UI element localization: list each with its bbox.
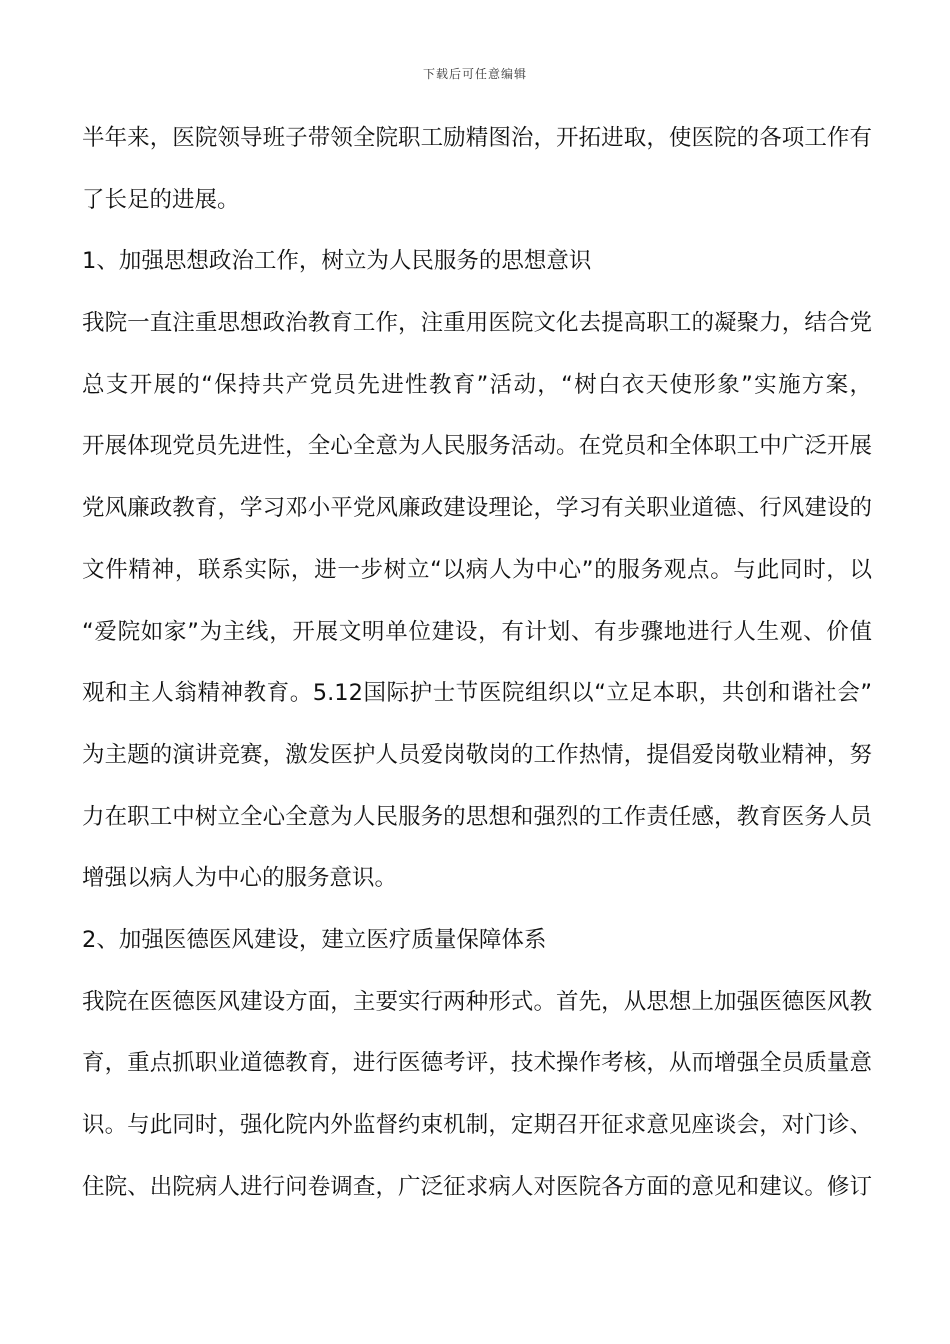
text-line: 我院在医德医风建设方面，主要实行两种形式。首先，从思想上加强医德医风教	[82, 988, 872, 1015]
text-line: 住院、出院病人进行问卷调查，广泛征求病人对医院各方面的意见和建议。修订	[82, 1173, 872, 1200]
text-line: 党风廉政教育，学习邓小平党风廉政建设理论，学习有关职业道德、行风建设的	[82, 495, 872, 522]
text-line: 我院一直注重思想政治教育工作，注重用医院文化去提高职工的凝聚力，结合党	[82, 310, 872, 337]
text-line: 总支开展的“保持共产党员先进性教育”活动，“树白衣天使形象”实施方案，	[82, 371, 872, 398]
text-line: 为主题的演讲竞赛，激发医护人员爱岗敬岗的工作热情，提倡爱岗敬业精神，努	[82, 741, 872, 768]
section-heading-2: 2、加强医德医风建设，建立医疗质量保障体系	[82, 926, 547, 953]
document-body	[82, 113, 872, 1223]
text-line: “爱院如家”为主线，开展文明单位建设，有计划、有步骤地进行人生观、价值	[82, 618, 872, 645]
text-line: 力在职工中树立全心全意为人民服务的思想和强烈的工作责任感，教育医务人员	[82, 803, 872, 830]
page-header-note: 下载后可任意编辑	[422, 67, 527, 81]
text-line: 开展体现党员先进性，全心全意为人民服务活动。在党员和全体职工中广泛开展	[82, 433, 872, 460]
text-line: 育，重点抓职业道德教育，进行医德考评，技术操作考核，从而增强全员质量意	[82, 1050, 872, 1077]
text-line: 识。与此同时，强化院内外监督约束机制，定期召开征求意见座谈会，对门诊、	[82, 1112, 872, 1138]
text-line: 半年来，医院领导班子带领全院职工励精图治，开拓进取，使医院的各项工作有	[82, 125, 872, 151]
text-line: 文件精神，联系实际，进一步树立“以病人为中心”的服务观点。与此同时，以	[82, 556, 872, 583]
text-line: 了长足的进展。	[82, 186, 240, 213]
text-line: 观和主人翁精神教育。5.12国际护士节医院组织以“立足本职，共创和谐社会”	[82, 680, 872, 707]
section-heading-1: 1、加强思想政治工作，树立为人民服务的思想意识	[82, 248, 592, 275]
text-line: 增强以病人为中心的服务意识。	[82, 865, 398, 892]
